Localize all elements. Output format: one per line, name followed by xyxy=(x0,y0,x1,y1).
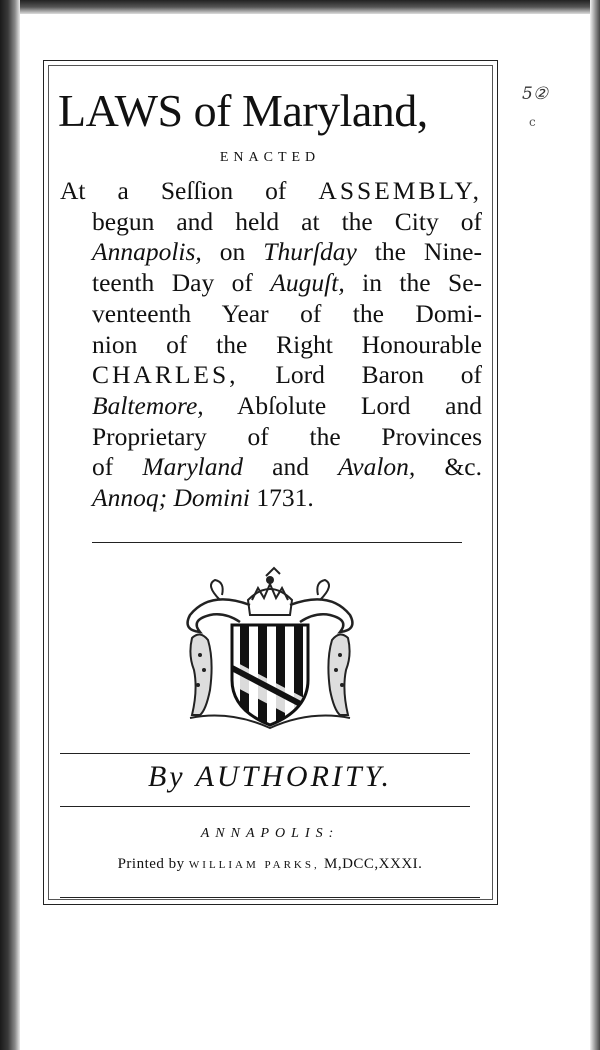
authority-bottom-rule xyxy=(60,806,470,807)
imprint-place: ANNAPOLIS: xyxy=(200,826,340,841)
imprint-line: Printed by WILLIAM PARKS, M,DCC,XXXI. xyxy=(117,856,423,872)
body-line-9: Proprietary of the Provinces xyxy=(92,421,482,451)
body-line-2: begun and held at the City of xyxy=(92,206,482,236)
divider-rule xyxy=(92,542,462,543)
coat-of-arms-crest xyxy=(170,560,370,740)
body-line-8: Baltemore, Abſolute Lord and xyxy=(92,390,482,420)
authority-line: By AUTHORITY. xyxy=(147,760,393,793)
body-line-4: teenth Day of Auguſt, in the Se- xyxy=(92,268,483,298)
page-title: LAWS of Maryland, xyxy=(58,85,428,136)
body-line-3: Annapolis, on Thurſday the Nine- xyxy=(92,237,482,267)
authority-top-rule xyxy=(60,753,470,754)
title-body-text xyxy=(60,176,482,514)
body-line-10: of Maryland and Avalon, &c. xyxy=(92,452,482,482)
body-line-7: CHARLES, Lord Baron of xyxy=(92,360,482,390)
body-line-6: nion of the Right Honourable xyxy=(92,329,482,359)
scan-edge-right xyxy=(590,0,600,1050)
footer-rule xyxy=(60,897,480,898)
margin-mark: c xyxy=(529,115,536,129)
scan-edge-top xyxy=(0,0,600,14)
enacted-label: ENACTED xyxy=(219,150,321,165)
margin-note: 5② xyxy=(522,84,549,104)
body-line-1: At a Seſſion of ASSEMBLY, xyxy=(60,176,482,205)
body-line-11: Annoq; Domini 1731. xyxy=(92,483,314,513)
body-line-5: venteenth Year of the Domi- xyxy=(92,298,482,328)
